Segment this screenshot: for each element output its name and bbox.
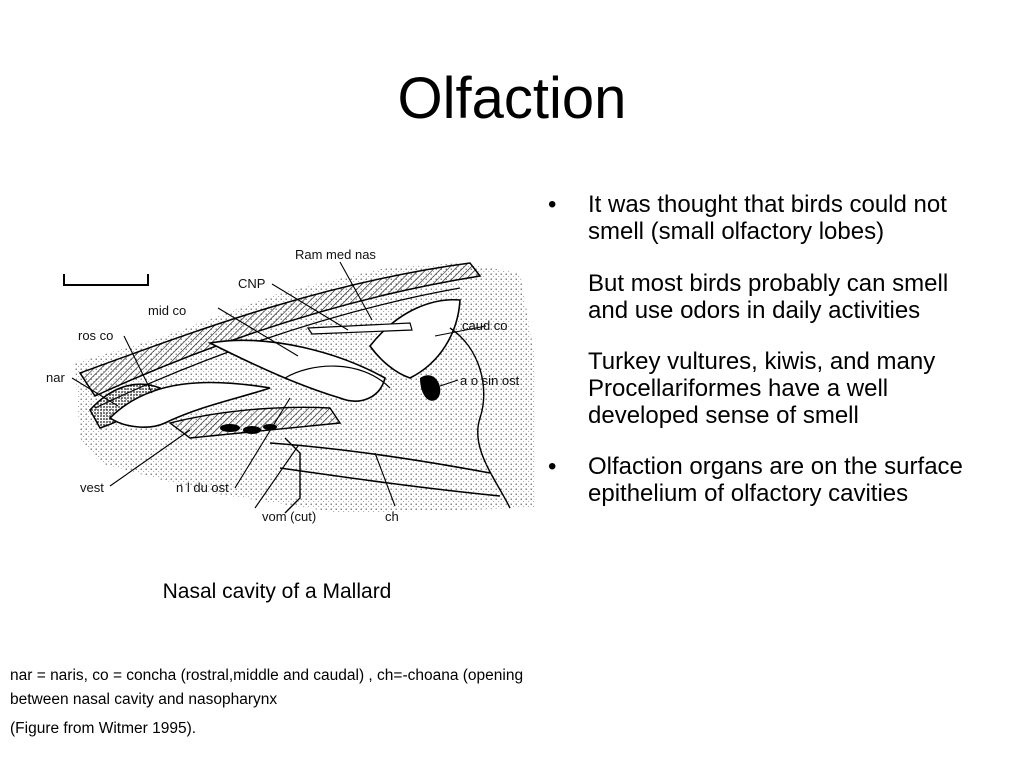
bullet-paragraph: Turkey vultures, kiwis, and many Procellariformes have a well developed sense of smell: [588, 348, 936, 429]
bullet-text: It was thought that birds could not smell (small olfactory lobes): [588, 191, 947, 245]
slide-title: Olfaction: [397, 66, 627, 131]
bullet-item: [548, 191, 988, 245]
nasal-cavity-drawing: [40, 238, 540, 528]
bullet-item: [548, 453, 988, 507]
label-vest: vest: [80, 480, 104, 495]
label-ros-co: ros co: [78, 328, 114, 343]
label-caud-co: caud co: [462, 318, 508, 333]
scale-bar: [64, 274, 148, 285]
label-mid-co: mid co: [148, 303, 187, 318]
label-ch: ch: [385, 509, 399, 524]
bullet-marker: •: [548, 453, 557, 480]
bullet-text: Olfaction organs are on the surface epithelium of olfactory cavities: [588, 453, 963, 507]
label-n-l-du-ost: n l du ost: [176, 480, 229, 495]
nasal-cavity-diagram: [40, 238, 540, 528]
abbreviation-note: nar = naris, co = concha (rostral,middle and caudal) , ch=-choana (opening between nasal cavity and nasopharynx: [10, 667, 524, 708]
label-vom-cut: vom (cut): [262, 509, 317, 524]
bullet-marker: •: [548, 191, 557, 218]
bullet-paragraph: But most birds probably can smell and use odors in daily activities: [588, 270, 949, 324]
source-note: (Figure from Witmer 1995).: [10, 720, 197, 737]
label-cnp: CNP: [238, 276, 266, 291]
label-nar: nar: [46, 370, 65, 385]
figure-caption: Nasal cavity of a Mallard: [162, 580, 392, 603]
label-ram-med-nas: Ram med nas: [295, 247, 376, 262]
label-a-o-sin-ost: a o sin ost: [460, 373, 520, 388]
bullet-list: [548, 191, 988, 507]
